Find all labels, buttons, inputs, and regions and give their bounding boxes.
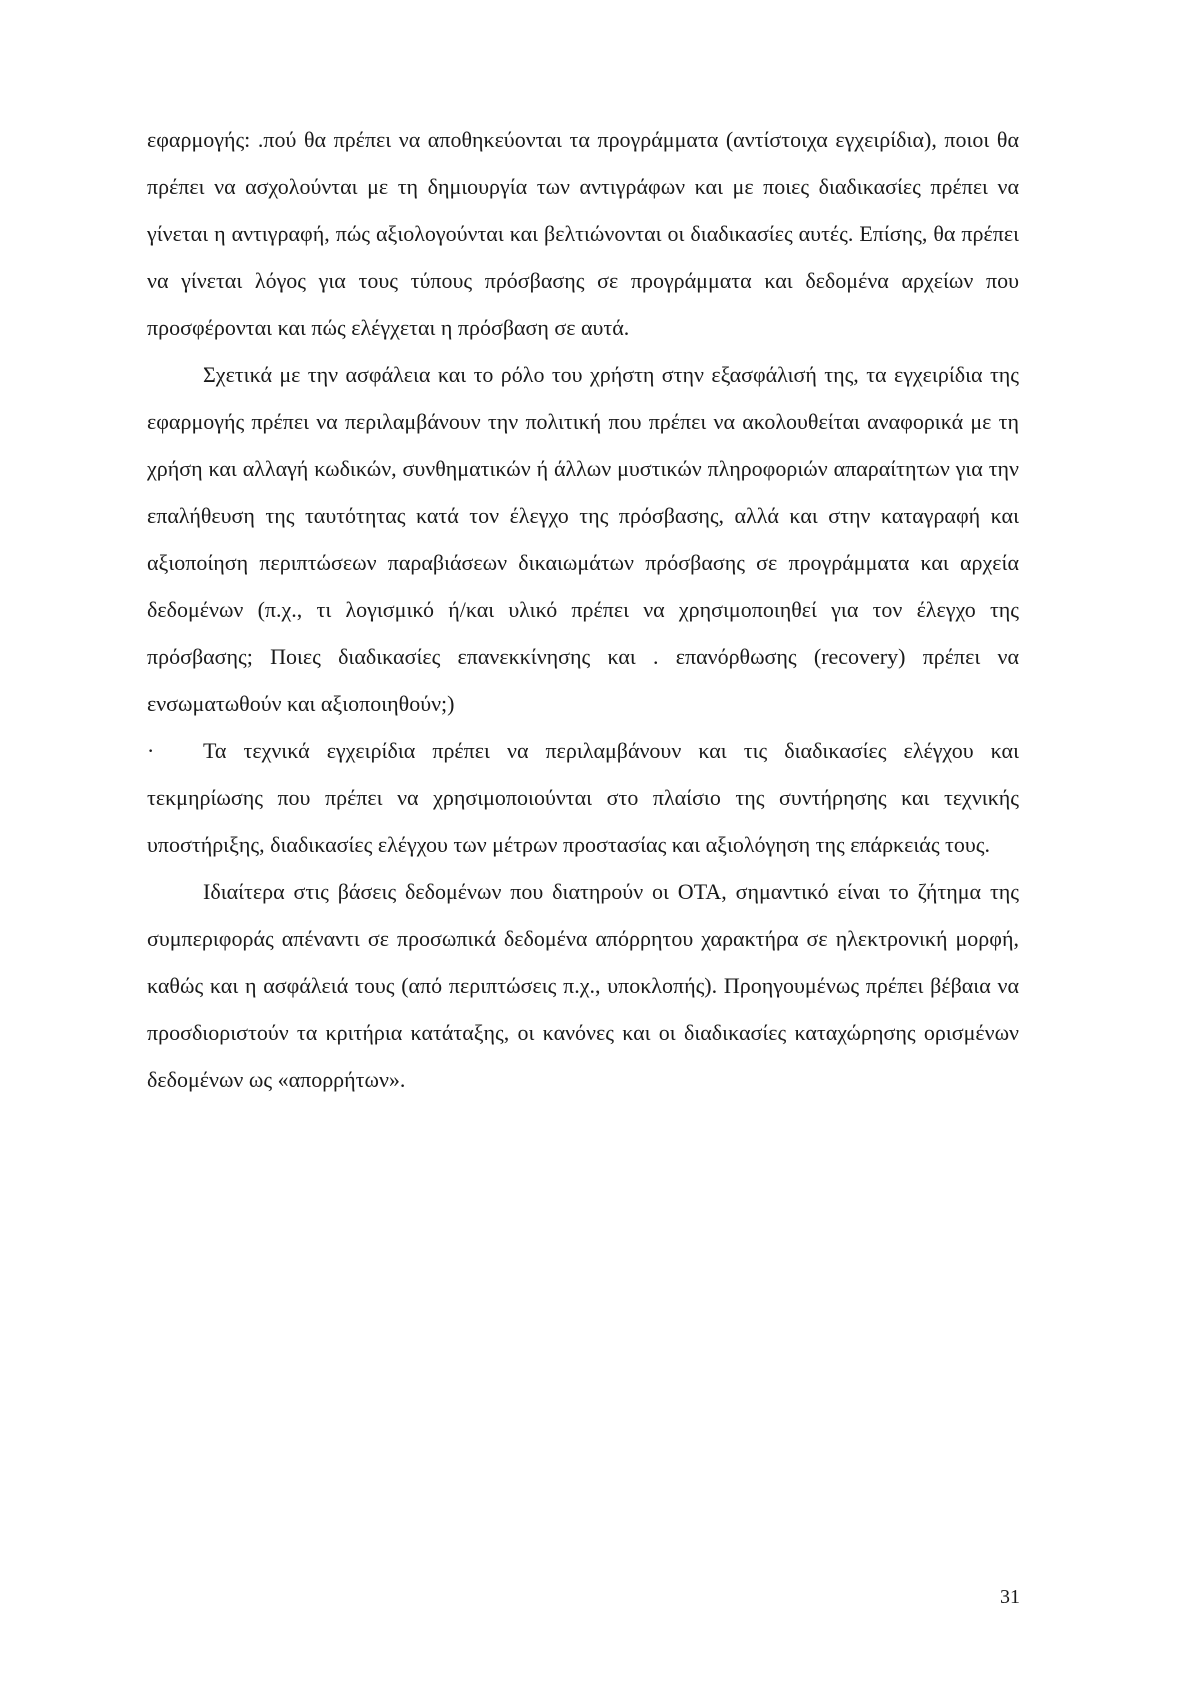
paragraph-user-security: Σχετικά με την ασφάλεια και το ρόλο του χρήστη στην εξασφάλισή της, τα εγχειρίδια της εφαρμογής πρέπει να περιλαμβάνουν την πολιτική που πρέπει να ακολουθείται αναφορικά με τη χρήση και αλλαγή κωδικών, συνθηματικών ή άλλων μυστικών πληροφοριών απαραίτητων για την επαλήθευση της ταυτότητας κατά τον έλεγχο της πρόσβασης, αλλά και στην καταγραφή και αξιοποίηση περιπτώσεων παραβιάσεων δικαιωμάτων πρόσβασης σε προγράμματα και αρχεία δεδομένων (π.χ., τι λογισμικό ή/και υλικό πρέπει να χρησιμοποιηθεί για τον έλεγχο της πρόσβασης; Ποιες διαδικασίες επανεκκίνησης και . επανόρθωσης (recovery) πρέπει να ενσωματωθούν και αξιοποιηθούν;) xyxy=(147,362,1019,716)
bullet-item-text: Τα τεχνικά εγχειρίδια πρέπει να περιλαμβάνουν και τις διαδικασίες ελέγχου και τεκμηρίωσης που πρέπει να χρησιμοποιούνται στο πλαίσιο της συντήρησης και τεχνικής υποστήριξης, διαδικασίες ελέγχου των μέτρων προστασίας και αξιολόγηση της επάρκειάς τους. xyxy=(147,738,1019,857)
paragraph-file-access: εφαρμογής: .πού θα πρέπει να αποθηκεύονται τα προγράμματα (αντίστοιχα εγχειρίδια), ποιοι θα πρέπει να ασχολούνται με τη δημιουργία των αντιγράφων και με ποιες διαδικασίες πρέπει να γίνεται η αντιγραφή, πώς αξιολογούνται και βελτιώνονται οι διαδικασίες αυτές. Επίσης, θα πρέπει να γίνεται λόγος για τους τύπους πρόσβασης σε προγράμματα και δεδομένα αρχείων που προσφέρονται και πώς ελέγχεται η πρόσβαση σε αυτά. xyxy=(147,127,1019,340)
bullet-item-technical-manuals xyxy=(147,727,1019,868)
document-body xyxy=(147,116,1019,1103)
paragraph-databases: Ιδιαίτερα στις βάσεις δεδομένων που διατηρούν οι ΟΤΑ, σημαντικό είναι το ζήτημα της συμπεριφοράς απέναντι σε προσωπικά δεδομένα απόρρητου χαρακτήρα σε ηλεκτρονική μορφή, καθώς και η ασφάλειά τους (από περιπτώσεις π.χ., υποκλοπής). Προηγουμένως πρέπει βέβαια να προσδιοριστούν τα κριτήρια κατάταξης, οι κανόνες και οι διαδικασίες καταχώρησης ορισμένων δεδομένων ως «απορρήτων». xyxy=(147,879,1019,1092)
bullet-marker: · xyxy=(147,738,155,763)
page-number: 31 xyxy=(1000,1586,1020,1608)
